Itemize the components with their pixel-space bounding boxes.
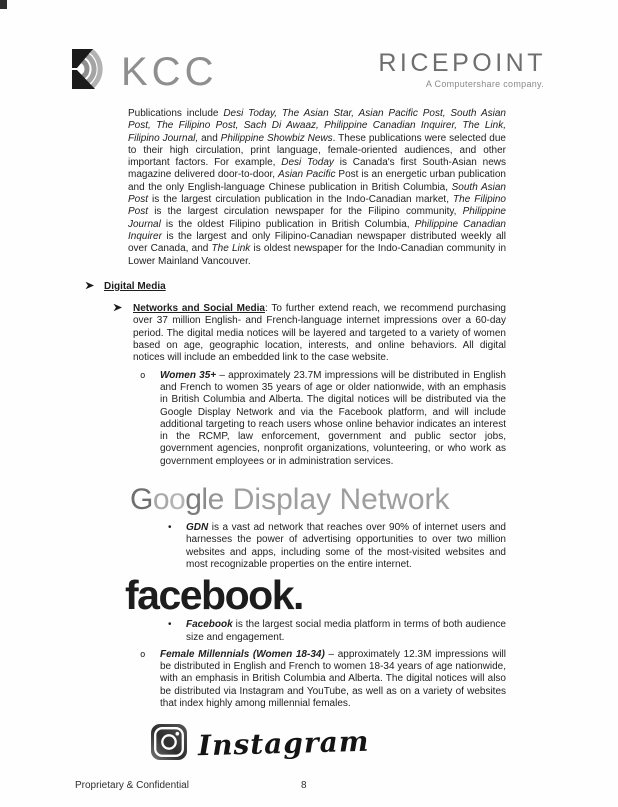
gdn-paragraph bbox=[186, 522, 506, 571]
intro-paragraph bbox=[128, 108, 506, 268]
networks-item bbox=[113, 303, 506, 364]
gdn-item bbox=[168, 522, 506, 571]
text-segment: G bbox=[130, 483, 153, 517]
text-segment: is the largest circulation newspaper for the Filipino community, bbox=[148, 206, 463, 218]
text-segment: l bbox=[201, 483, 208, 517]
scan-artifact bbox=[0, 0, 7, 9]
arrow-bullet-icon bbox=[113, 303, 123, 316]
text-segment: The Filipino Post bbox=[128, 194, 506, 218]
text-segment: Women 35+ bbox=[160, 369, 217, 381]
text-segment: Philippine Journal bbox=[128, 206, 506, 230]
document-body bbox=[0, 108, 618, 766]
text-segment: South Asian Post bbox=[128, 181, 506, 206]
text-segment: is the oldest Filipino publication in British Columbia, bbox=[160, 218, 415, 230]
google-display-network-logo bbox=[130, 484, 618, 516]
text-segment: Networks and Social Media bbox=[133, 303, 265, 315]
text-segment: – approximately 12.3M impressions will be distributed in English and French to women 18-34 years of age nationwide, with an emphasis in British Columbia and Alberta. The digital notices will also be distributed via Instagram and YouTube, as well as on a variety of websites that index highly among millennial females. bbox=[160, 648, 506, 709]
instagram-logo bbox=[150, 722, 618, 766]
women35-paragraph bbox=[160, 370, 506, 468]
text-segment: Facebook bbox=[186, 619, 233, 631]
instagram-camera-icon bbox=[150, 723, 188, 765]
ricepoint-tagline: A Computershare company. bbox=[425, 79, 544, 89]
arrow-bullet-icon bbox=[85, 281, 95, 294]
text-segment: is oldest newspaper for the Indo-Canadian community in Lower Mainland Vancouver. bbox=[128, 243, 507, 267]
digital-media-heading bbox=[104, 281, 506, 293]
kcc-logo-icon bbox=[72, 49, 112, 94]
text-segment: Post is an energetic urban publication and the only English-language Chinese publication in British Columbia, bbox=[128, 169, 506, 193]
text-segment: o bbox=[169, 483, 186, 517]
text-segment: Publications include bbox=[128, 108, 224, 119]
dot-bullet-icon: • bbox=[168, 619, 172, 631]
facebook-item bbox=[168, 619, 506, 644]
women35-item bbox=[140, 370, 506, 468]
text-segment: Asian Pacific bbox=[278, 169, 336, 181]
footer-page-number: 8 bbox=[301, 780, 307, 791]
text-segment: Digital Media bbox=[104, 280, 166, 292]
ricepoint-wordmark: RICEPOINT bbox=[378, 49, 546, 77]
text-segment: Philippine Canadian Inquirer bbox=[128, 218, 506, 242]
instagram-wordmark: Instagram bbox=[197, 724, 370, 763]
facebook-logo: facebook. bbox=[125, 572, 303, 619]
text-segment: : To further extend reach, we recommend purchasing over 37 million English- and French-language internet impressions over a 60-day period. The digital media notices will be layered and targeted to a variety of women based on age, geographic location, interests, and online behaviors. All digital notices will include an embedded link to the case website. bbox=[133, 303, 506, 364]
text-segment: Desi Today, The Asian Star, Asian Pacific Post, South Asian Post, The Filipino Post, Sach Di Awaaz, Philippine Canadian Inquirer, The Link, Filipino Journal, bbox=[128, 108, 506, 144]
dot-bullet-icon: • bbox=[168, 522, 172, 534]
networks-paragraph bbox=[133, 303, 506, 364]
text-segment: Female Millennials (Women 18-34) bbox=[160, 648, 325, 660]
kcc-wordmark: KCC bbox=[121, 49, 218, 94]
text-segment: is Canada's first South-Asian news magazine delivered door-to-door, bbox=[128, 157, 506, 181]
millennials-paragraph bbox=[160, 649, 506, 710]
text-segment: . These publications were selected due to their high circulation, print language, female-oriented audiences, and other important factors. For example, bbox=[128, 132, 506, 169]
circle-bullet-icon: o bbox=[140, 649, 146, 660]
text-segment: – approximately 23.7M impressions will be distributed in English and French to women 35 years of age or older nationwide, with an emphasis in British Columbia and Alberta. The digital notices will be distributed via the Google Display Network and via the Facebook platform, and will include additional targeting to reach users whose online behavior indicates an interest in the RCMP, law enforcement, government and public sector jobs, government agencies, nonprofit organizations, volunteering, or who work as government employees or in administration services. bbox=[160, 369, 506, 467]
kcc-logo bbox=[72, 49, 217, 94]
text-segment: o bbox=[152, 483, 170, 517]
google-wordmark bbox=[130, 483, 224, 516]
text-segment: is the largest social media platform in terms of both audience size and engagement. bbox=[186, 619, 506, 643]
text-segment: is a vast ad network that reaches over 90% of internet users and harnesses the power of advertising opportunities to over two million websites and apps, including some of the most-visited websites and most recognizable properties on the entire internet. bbox=[186, 522, 506, 570]
footer-confidential-label: Proprietary & Confidential bbox=[75, 780, 189, 791]
text-segment: g bbox=[185, 483, 202, 517]
digital-media-item bbox=[85, 281, 506, 293]
text-segment: and bbox=[198, 132, 221, 144]
display-network-label: Display Network bbox=[232, 483, 450, 517]
text-segment: Desi Today bbox=[281, 157, 334, 169]
circle-bullet-icon: o bbox=[140, 370, 146, 381]
text-segment: The Link bbox=[211, 243, 251, 255]
text-segment: GDN bbox=[186, 522, 209, 534]
millennials-item bbox=[140, 649, 506, 710]
text-segment: is the largest and only Filipino-Canadian newspaper distributed weekly all over Canada, and bbox=[128, 230, 506, 255]
text-segment: Philippine Showbiz News bbox=[220, 132, 333, 144]
facebook-paragraph bbox=[186, 619, 506, 644]
text-segment: is the largest circulation publication in the Indo-Canadian market, bbox=[148, 194, 454, 206]
text-segment: e bbox=[207, 483, 224, 517]
ricepoint-logo bbox=[378, 51, 546, 89]
